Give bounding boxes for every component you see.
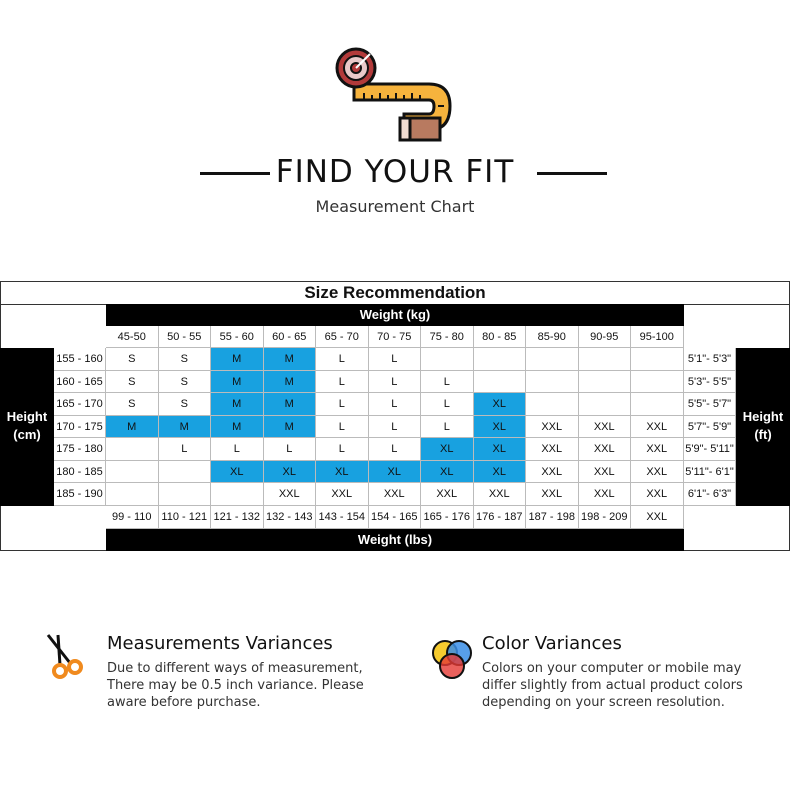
height-ft-cell: 5'1"- 5'3"	[684, 348, 736, 371]
size-cell: L	[369, 416, 422, 439]
size-cell: L	[316, 393, 369, 416]
lbs-column-header: 154 - 165	[369, 506, 422, 529]
size-cell: XXL	[421, 483, 474, 506]
size-cell	[106, 461, 159, 484]
size-cell: XL	[474, 416, 527, 439]
size-cell	[106, 438, 159, 461]
size-cell: L	[369, 348, 422, 371]
height-ft-cell: 5'11"- 6'1"	[684, 461, 736, 484]
height-cm-cell: 170 - 175	[54, 416, 106, 439]
size-cell: XXL	[264, 483, 317, 506]
page-subtitle: Measurement Chart	[315, 197, 475, 216]
height-cm-cell: 185 - 190	[54, 483, 106, 506]
size-cell: XL	[264, 461, 317, 484]
size-cell: M	[211, 416, 264, 439]
kg-column-header: 85-90	[526, 326, 579, 348]
size-cell	[526, 393, 579, 416]
height-cm-label-1: Height	[6, 409, 48, 424]
size-cell: L	[421, 393, 474, 416]
size-cell: L	[421, 371, 474, 394]
kg-column-header: 70 - 75	[369, 326, 422, 348]
size-cell: XXL	[631, 416, 684, 439]
height-cm-cell: 155 - 160	[54, 348, 106, 371]
size-cell	[421, 348, 474, 371]
size-cell	[631, 371, 684, 394]
size-cell	[106, 483, 159, 506]
size-cell	[526, 348, 579, 371]
size-cell: XXL	[474, 483, 527, 506]
kg-column-header: 75 - 80	[421, 326, 474, 348]
weight-lbs-header: Weight (lbs)	[106, 529, 684, 551]
note-color-text: Colors on your computer or mobile may differ slightly from actual product colors depending on your screen resolution.	[482, 661, 743, 710]
weight-kg-header: Weight (kg)	[106, 304, 684, 326]
lbs-column-header: 198 - 209	[579, 506, 632, 529]
lbs-column-header: 143 - 154	[316, 506, 369, 529]
size-cell: M	[159, 416, 212, 439]
size-cell: L	[264, 438, 317, 461]
kg-column-header: 95-100	[631, 326, 684, 348]
size-cell: XXL	[579, 483, 632, 506]
size-cell: S	[159, 393, 212, 416]
height-ft-header	[736, 348, 790, 506]
size-cell: L	[316, 348, 369, 371]
size-cell	[474, 348, 527, 371]
size-cell	[579, 348, 632, 371]
size-cell: XL	[474, 438, 527, 461]
lbs-column-header: 121 - 132	[211, 506, 264, 529]
lbs-column-header: 176 - 187	[474, 506, 527, 529]
size-chart	[0, 281, 790, 551]
size-cell	[159, 461, 212, 484]
height-ft-cell: 6'1"- 6'3"	[684, 483, 736, 506]
height-cm-header	[0, 348, 54, 506]
scissors-icon	[44, 633, 88, 683]
title-divider-right	[537, 172, 607, 175]
size-cell: XL	[316, 461, 369, 484]
size-cell: L	[159, 438, 212, 461]
note-measurement-text: Due to different ways of measurement, There may be 0.5 inch variance. Please aware before purchase.	[107, 661, 364, 710]
kg-column-header: 90-95	[579, 326, 632, 348]
size-cell: XL	[421, 438, 474, 461]
size-cell: XXL	[526, 483, 579, 506]
size-cell: XXL	[579, 461, 632, 484]
size-cell: L	[316, 438, 369, 461]
size-cell: XXL	[579, 438, 632, 461]
size-cell	[579, 393, 632, 416]
height-ft-label-1: Height	[742, 409, 784, 424]
size-cell: M	[264, 393, 317, 416]
measuring-tape-icon	[334, 44, 454, 144]
lbs-column-header: 99 - 110	[106, 506, 159, 529]
size-cell: L	[316, 416, 369, 439]
note-color-title: Color Variances	[482, 633, 622, 654]
height-ft-cell: 5'5"- 5'7"	[684, 393, 736, 416]
kg-column-header: 60 - 65	[264, 326, 317, 348]
chart-title: Size Recommendation	[0, 282, 790, 305]
height-ft-cell: 5'3"- 5'5"	[684, 371, 736, 394]
lbs-column-header: 110 - 121	[159, 506, 212, 529]
size-cell: XL	[421, 461, 474, 484]
size-cell	[631, 393, 684, 416]
size-cell	[474, 371, 527, 394]
size-cell: XL	[369, 461, 422, 484]
size-cell: XXL	[631, 483, 684, 506]
size-cell: L	[369, 371, 422, 394]
size-cell	[526, 371, 579, 394]
size-cell: XXL	[526, 438, 579, 461]
size-cell: XXL	[526, 416, 579, 439]
height-cm-cell: 165 - 170	[54, 393, 106, 416]
size-cell: S	[159, 348, 212, 371]
size-cell: M	[211, 393, 264, 416]
size-cell: M	[264, 371, 317, 394]
size-cell	[159, 483, 212, 506]
height-cm-cell: 175 - 180	[54, 438, 106, 461]
height-cm-cell: 160 - 165	[54, 371, 106, 394]
kg-column-header: 55 - 60	[211, 326, 264, 348]
kg-column-header: 45-50	[106, 326, 159, 348]
size-cell: L	[211, 438, 264, 461]
size-cell: S	[106, 393, 159, 416]
size-cell: L	[369, 393, 422, 416]
size-cell: S	[159, 371, 212, 394]
size-cell	[579, 371, 632, 394]
color-circles-icon	[430, 635, 476, 681]
size-cell	[631, 348, 684, 371]
size-cell: XXL	[631, 438, 684, 461]
size-cell: M	[264, 416, 317, 439]
lbs-column-header: XXL	[631, 506, 684, 529]
lbs-column-header: 132 - 143	[264, 506, 317, 529]
height-cm-label-2: (cm)	[13, 427, 41, 442]
size-cell: M	[211, 348, 264, 371]
size-cell: M	[211, 371, 264, 394]
size-cell: XXL	[526, 461, 579, 484]
size-cell: XXL	[369, 483, 422, 506]
size-cell: S	[106, 348, 159, 371]
size-cell: L	[369, 438, 422, 461]
size-cell: XL	[474, 461, 527, 484]
height-ft-label-2: (ft)	[754, 427, 772, 442]
size-cell: S	[106, 371, 159, 394]
size-cell: L	[316, 371, 369, 394]
kg-column-header: 50 - 55	[159, 326, 212, 348]
size-cell: M	[264, 348, 317, 371]
size-cell: XL	[211, 461, 264, 484]
lbs-column-header: 187 - 198	[526, 506, 579, 529]
lbs-column-header: 165 - 176	[421, 506, 474, 529]
size-cell: L	[421, 416, 474, 439]
size-cell: XXL	[579, 416, 632, 439]
size-cell: XXL	[631, 461, 684, 484]
size-cell: XL	[474, 393, 527, 416]
height-cm-cell: 180 - 185	[54, 461, 106, 484]
page-title-row	[0, 152, 790, 192]
size-cell	[211, 483, 264, 506]
note-measurement-title: Measurements Variances	[107, 633, 333, 654]
kg-column-header: 65 - 70	[316, 326, 369, 348]
height-ft-cell: 5'7"- 5'9"	[684, 416, 736, 439]
size-cell: XXL	[316, 483, 369, 506]
height-ft-cell: 5'9"- 5'11"	[684, 438, 736, 461]
kg-column-header: 80 - 85	[474, 326, 527, 348]
size-cell: M	[106, 416, 159, 439]
page-title: FIND YOUR FIT	[275, 154, 515, 190]
